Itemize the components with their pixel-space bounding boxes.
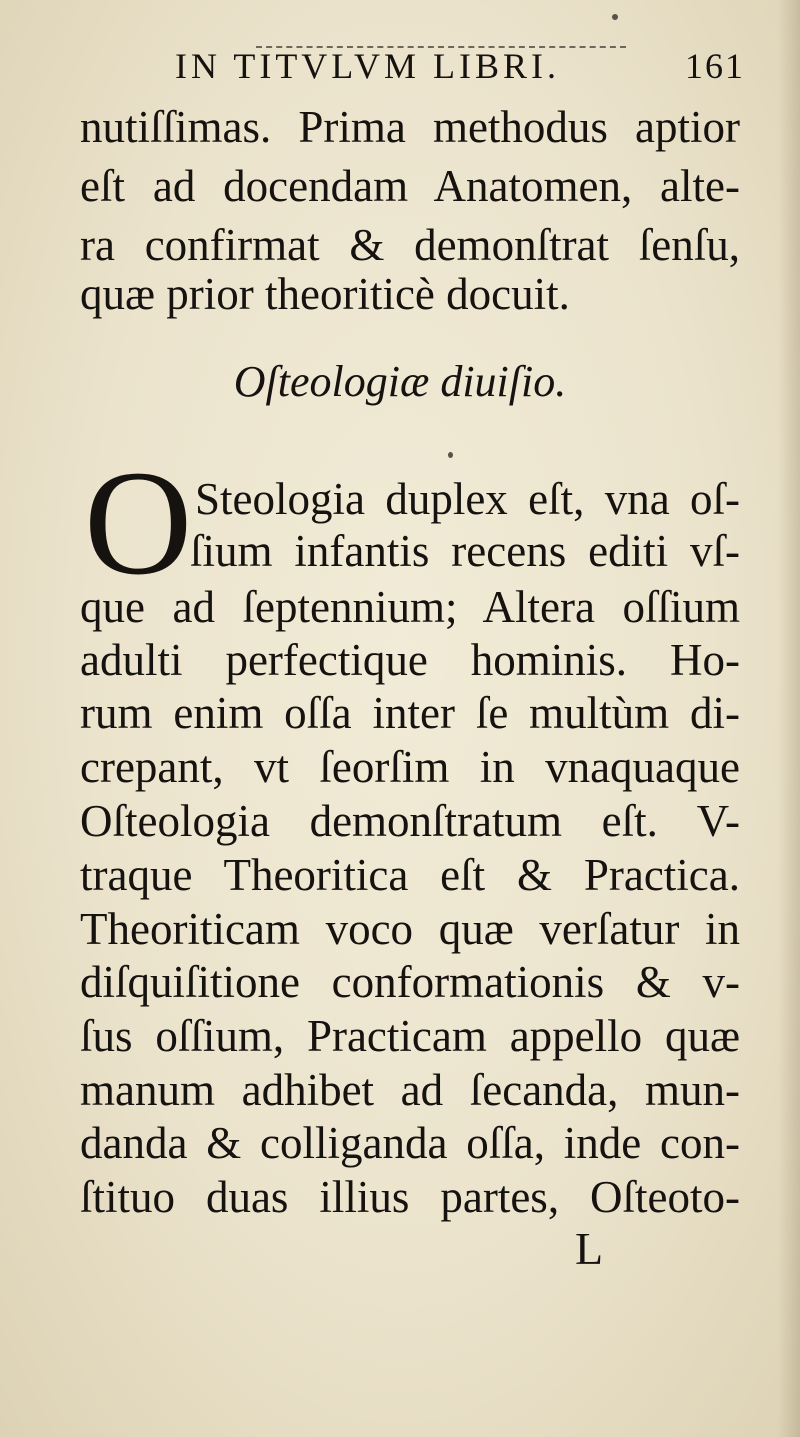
paper-speck	[448, 452, 453, 458]
text-line: eſt ad docendam Anatomen, alte-	[80, 161, 740, 211]
text-line: que ad ſeptennium; Altera oſſium	[80, 582, 740, 632]
drop-cap: O	[84, 440, 193, 606]
paper-speck	[612, 14, 618, 20]
text-line: traque Theoritica eſt & Practica.	[80, 850, 740, 900]
catchword: L	[575, 1223, 604, 1274]
header-rule	[256, 46, 626, 48]
text-line: Oſteologia demonſtratum eſt. V-	[80, 796, 740, 846]
text-line: ra confirmat & demonſtrat ſenſu,	[80, 220, 740, 270]
text-line: diſquiſitione conformationis & v-	[80, 957, 740, 1007]
text-line: rum enim oſſa inter ſe multùm di-	[80, 688, 740, 738]
text-line: ſtituo duas illius partes, Oſteoto-	[80, 1172, 740, 1222]
text-line: ſium infantis recens editi vſ-	[190, 526, 740, 576]
text-line: quæ prior theoriticè docuit.	[80, 269, 570, 319]
text-line: danda & colliganda oſſa, inde con-	[80, 1118, 740, 1168]
page-edge-shadow	[778, 0, 800, 1437]
text-line: adulti perfectique hominis. Ho-	[80, 635, 740, 685]
running-head-title: IN TITVLVM LIBRI.	[175, 46, 560, 86]
text-line: ſus oſſium, Practicam appello quæ	[80, 1011, 740, 1061]
text-line: manum adhibet ad ſecanda, mun-	[80, 1065, 740, 1115]
running-head	[175, 42, 775, 92]
text-line: Theoriticam voco quæ verſatur in	[80, 904, 740, 954]
text-line: nutiſſimas. Prima methodus aptior	[80, 102, 740, 152]
text-line: crepant, vt ſeorſim in vnaquaque	[80, 742, 740, 792]
section-heading: Oſteologiæ diuiſio.	[233, 357, 567, 406]
text-line: Steologia duplex eſt, vna oſ-	[195, 474, 740, 524]
page-number: 161	[685, 46, 745, 86]
